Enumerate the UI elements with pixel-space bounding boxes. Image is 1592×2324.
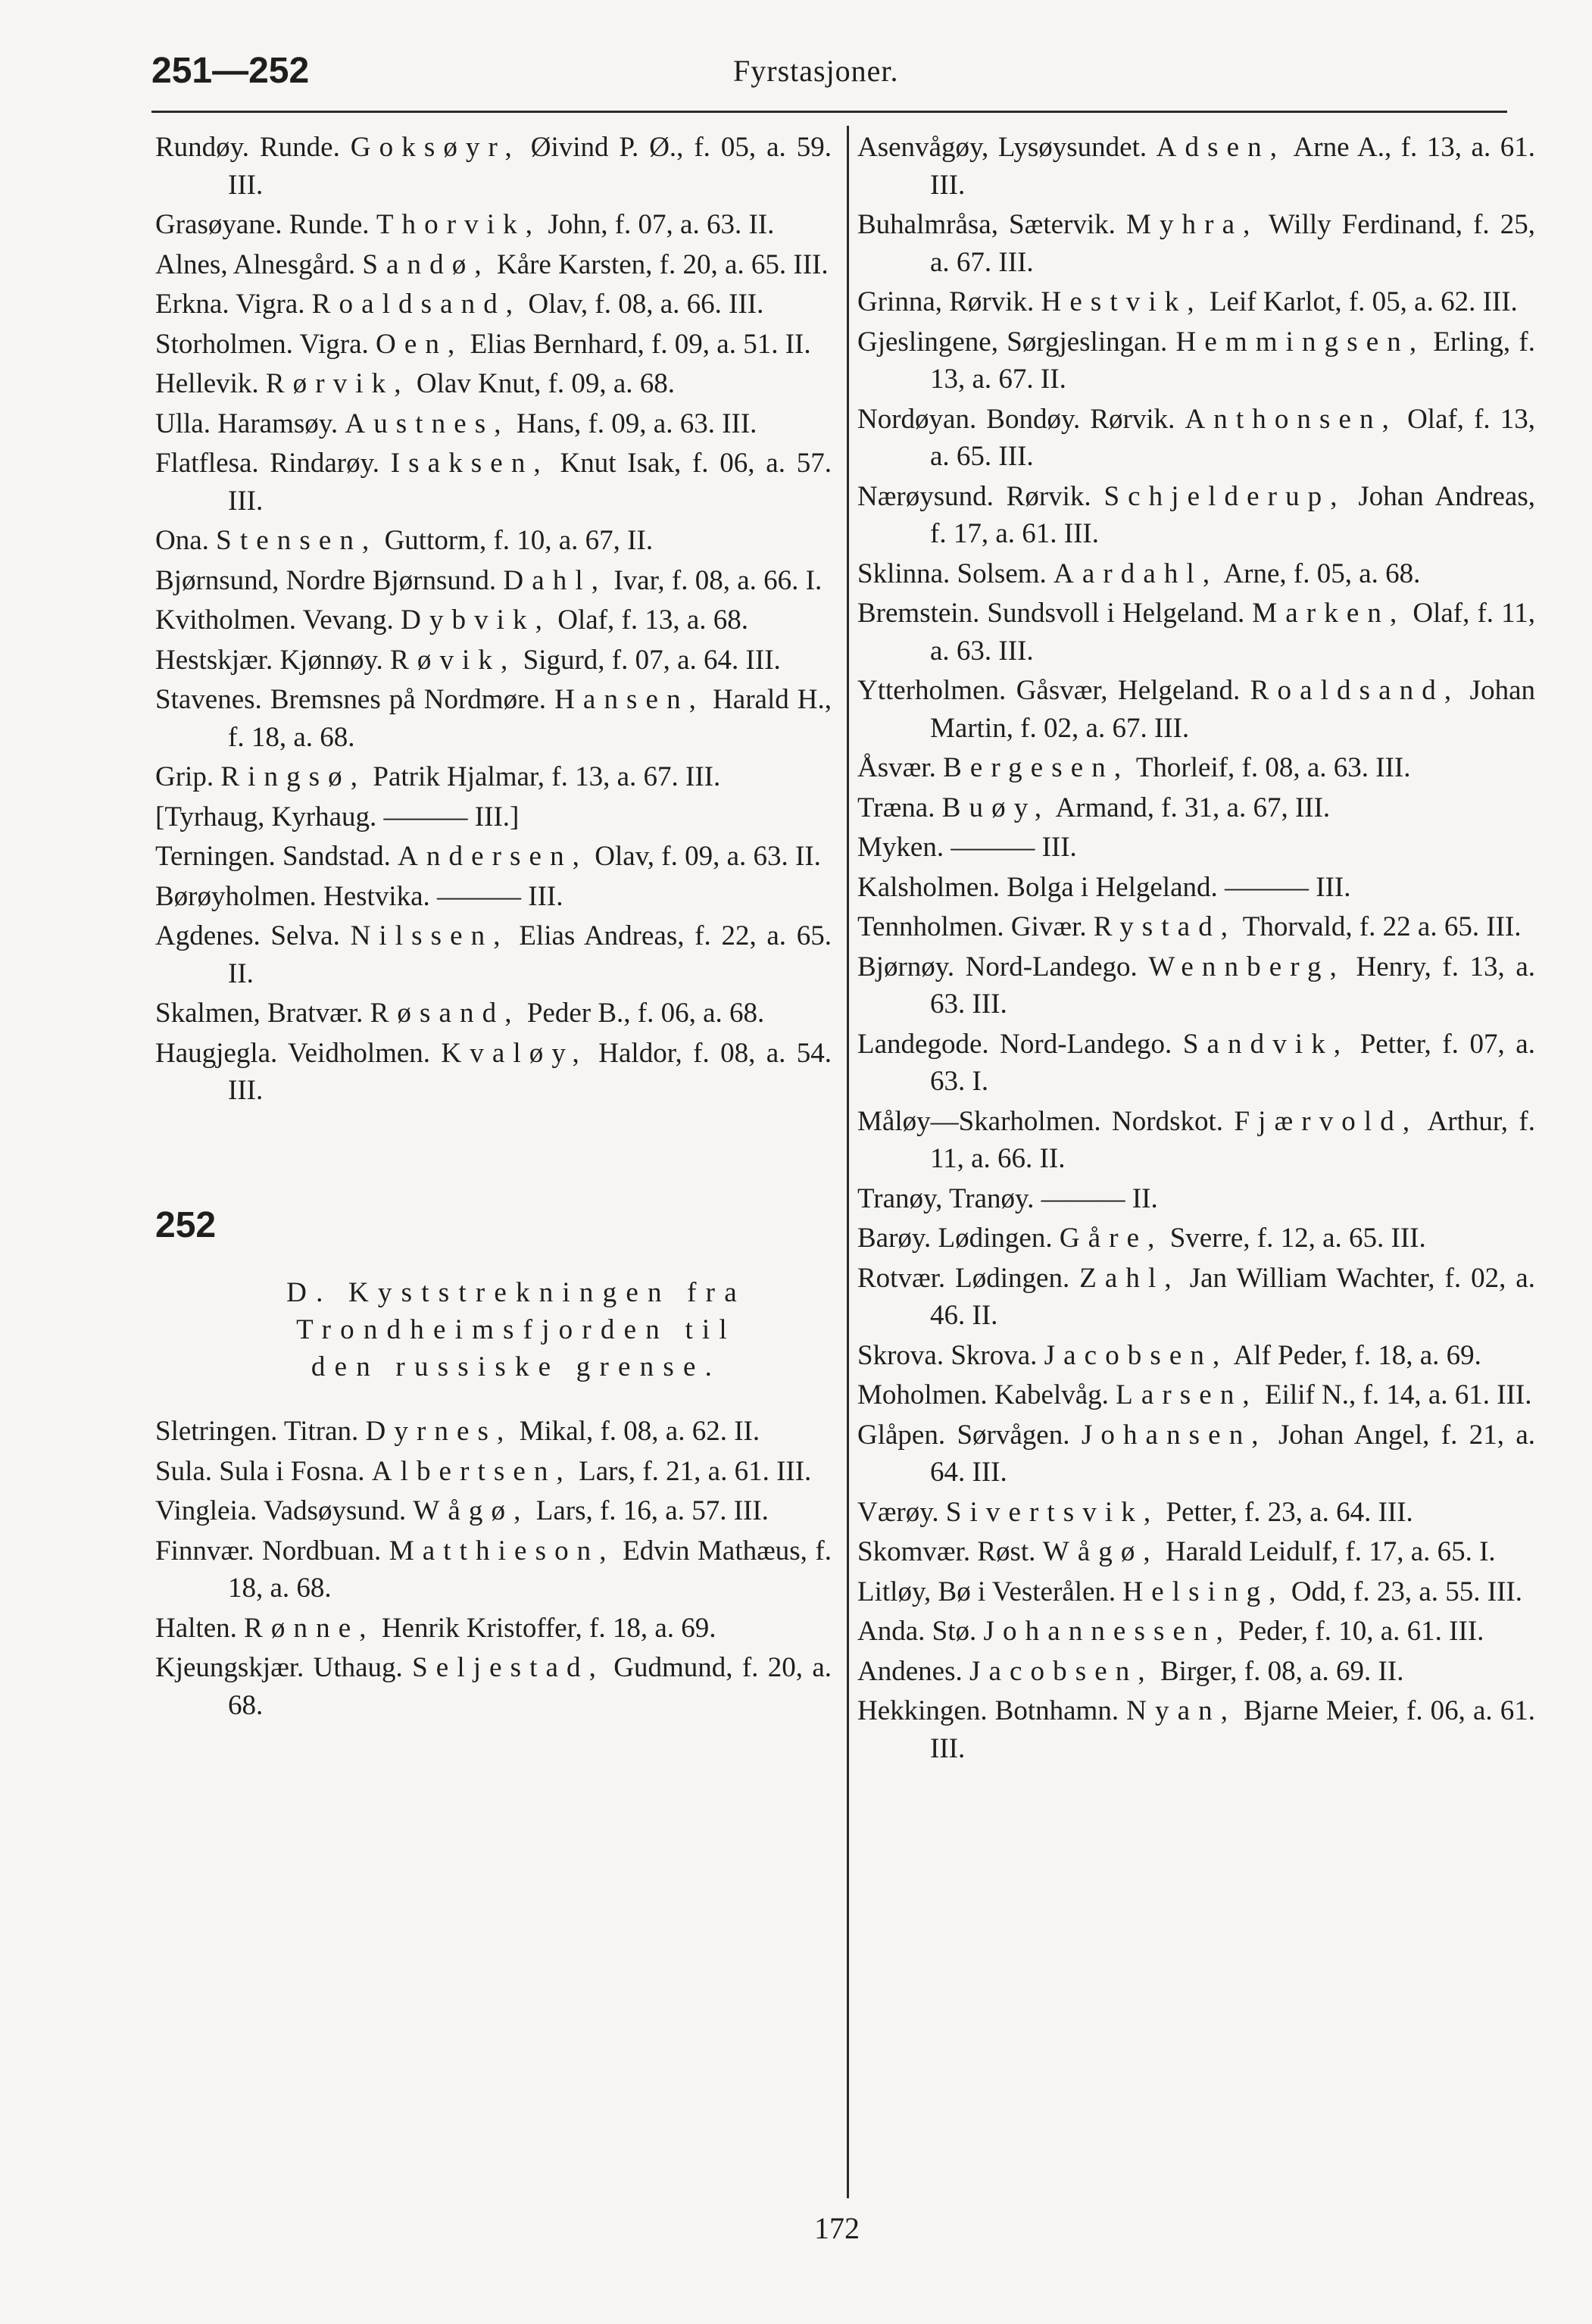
directory-entry — [155, 326, 832, 364]
keeper-surname: Bergesen, — [943, 752, 1130, 783]
station-location: Skrova. Skrova. — [857, 1339, 1044, 1371]
directory-entry — [857, 1026, 1535, 1101]
right-column — [857, 129, 1535, 1770]
directory-entry — [155, 1649, 832, 1724]
station-location: Anda. Stø. — [857, 1616, 984, 1647]
keeper-surname: Rønne, — [244, 1612, 375, 1644]
keeper-details: Henry, f. 13, a. 63. III. — [930, 951, 1536, 1020]
keeper-details: Johan Andreas, f. 17, a. 61. III. — [930, 480, 1535, 549]
keeper-surname: Ringsø, — [220, 761, 367, 792]
station-location: Asenvågøy, Lysøysundet. — [857, 132, 1157, 163]
station-location: Sletringen. Titran. — [155, 1416, 366, 1447]
directory-entry — [857, 1494, 1535, 1532]
station-location: Storholmen. Vigra. — [155, 328, 376, 360]
directory-entry — [155, 798, 832, 836]
keeper-surname: Zahl, — [1079, 1262, 1180, 1294]
directory-entry — [155, 206, 832, 244]
station-location: Bjørnøy. Nord-Landego. — [857, 951, 1149, 982]
directory-entry — [155, 246, 832, 284]
column-divider — [847, 126, 849, 2198]
keeper-surname: Dyrnes, — [365, 1416, 513, 1447]
station-location: Tennholmen. Givær. — [857, 911, 1094, 942]
keeper-details: Harald H., f. 18, a. 68. — [228, 684, 832, 753]
keeper-surname: Thorvik, — [376, 209, 542, 240]
directory-entry — [857, 1103, 1535, 1178]
section-number: 252 — [155, 1204, 217, 1245]
directory-entry — [857, 829, 1535, 867]
keeper-details: Kåre Karsten, f. 20, a. 65. III. — [489, 248, 829, 280]
directory-entry — [857, 1573, 1535, 1611]
station-location: Grinna, Rørvik. — [857, 286, 1041, 317]
keeper-surname: Wennberg, — [1148, 951, 1345, 982]
directory-entry — [155, 365, 832, 403]
page-number: 172 — [814, 2211, 860, 2245]
directory-entry — [857, 1376, 1535, 1414]
keeper-surname: Johansen, — [1081, 1419, 1267, 1451]
keeper-surname: Rystad, — [1093, 911, 1237, 942]
station-location: Hestskjær. Kjønnøy. — [155, 644, 391, 676]
keeper-details: Petter, f. 07, a. 63. I. — [930, 1028, 1535, 1097]
station-location: Børøyholmen. Hestvika. ——— III. — [155, 880, 563, 912]
directory-entry — [155, 129, 832, 204]
keeper-surname: Røsand, — [370, 998, 520, 1029]
keeper-surname: Hemmingsen, — [1175, 326, 1425, 358]
directory-entry — [857, 672, 1535, 747]
keeper-details: Arne, f. 05, a. 68. — [1218, 558, 1421, 589]
keeper-surname: Albertsen, — [371, 1455, 572, 1487]
directory-entry — [857, 1180, 1535, 1218]
left-entries-after — [155, 1413, 832, 1724]
keeper-surname: Hansen, — [554, 684, 705, 715]
keeper-surname: Gåre, — [1059, 1223, 1163, 1254]
keeper-details: Olaf, f. 13, a. 65. III. — [930, 403, 1535, 472]
station-location: Bjørnsund, Nordre Bjørnsund. — [155, 564, 504, 596]
keeper-details: Erling, f. 13, a. 67. II. — [930, 326, 1535, 395]
directory-entry — [857, 1533, 1535, 1571]
keeper-surname: Nyan, — [1126, 1695, 1237, 1726]
keeper-details: Alf Peder, f. 18, a. 69. — [1228, 1339, 1481, 1371]
station-location: Værøy. — [857, 1496, 946, 1528]
station-location: Glåpen. Sørvågen. — [857, 1419, 1082, 1451]
keeper-details: Johan Angel, f. 21, a. 64. III. — [930, 1419, 1535, 1488]
keeper-surname: Sandvik, — [1182, 1028, 1350, 1060]
keeper-details: Olav, f. 08, a. 66. III. — [521, 289, 764, 320]
keeper-details: Armand, f. 31, a. 67, III. — [1050, 792, 1331, 823]
directory-entry — [857, 1337, 1535, 1375]
keeper-surname: Larsen, — [1116, 1379, 1258, 1410]
left-column — [155, 129, 832, 1726]
station-location: Myken. ——— III. — [857, 832, 1077, 863]
directory-entry — [857, 595, 1535, 670]
keeper-details: Lars, f. 21, a. 61. III. — [571, 1455, 812, 1487]
keeper-details: Olaf, f. 13, a. 68. — [551, 604, 749, 636]
directory-entry — [155, 286, 832, 323]
keeper-surname: Roaldsand, — [1250, 675, 1460, 706]
keeper-details: Petter, f. 23, a. 64. III. — [1159, 1496, 1413, 1528]
keeper-details: Peder B., f. 06, a. 68. — [520, 998, 765, 1029]
keeper-surname: Johannessen, — [983, 1616, 1231, 1647]
directory-entry — [857, 478, 1535, 553]
keeper-details: Olav, f. 09, a. 63. II. — [588, 841, 821, 872]
keeper-surname: Roaldsand, — [311, 289, 522, 320]
directory-entry — [857, 555, 1535, 593]
directory-entry — [857, 1220, 1535, 1257]
station-location: Grasøyane. Runde. — [155, 209, 376, 240]
keeper-surname: Anthonsen, — [1185, 403, 1398, 435]
keeper-details: Harald Leidulf, f. 17, a. 65. I. — [1158, 1536, 1496, 1567]
station-location: Gjeslingene, Sørgjeslingan. — [857, 326, 1176, 358]
directory-entry — [155, 1532, 832, 1607]
directory-entry — [857, 908, 1535, 946]
keeper-details: Sigurd, f. 07, a. 64. III. — [516, 644, 781, 676]
directory-entry — [857, 323, 1535, 398]
keeper-details: Knut Isak, f. 06, a. 57. III. — [228, 448, 832, 517]
keeper-details: Leif Karlot, f. 05, a. 62. III. — [1202, 286, 1518, 317]
directory-entry — [857, 283, 1535, 321]
section-heading-line: Trondheimsfjorden til — [296, 1314, 736, 1345]
station-location: Terningen. Sandstad. — [155, 841, 398, 872]
station-location: Nordøyan. Bondøy. Rørvik. — [857, 403, 1185, 435]
station-location: Grip. — [155, 761, 221, 792]
directory-entry — [155, 1413, 832, 1451]
directory-entry — [857, 129, 1535, 204]
station-location: [Tyrhaug, Kyrhaug. ——— III.] — [155, 801, 520, 832]
station-location: Haugjegla. Veidholmen. — [155, 1037, 442, 1069]
directory-entry — [857, 1260, 1535, 1335]
keeper-surname: Schjelderup, — [1103, 480, 1346, 512]
directory-entry — [155, 562, 832, 600]
keeper-details: Henrik Kristoffer, f. 18, a. 69. — [374, 1612, 716, 1644]
station-location: Agdenes. Selva. — [155, 920, 351, 951]
right-entries — [857, 129, 1535, 1767]
directory-entry — [857, 948, 1535, 1023]
station-location: Landegode. Nord-Landego. — [857, 1028, 1183, 1060]
keeper-surname: Buøy, — [941, 792, 1050, 823]
keeper-surname: Dahl, — [503, 564, 607, 596]
keeper-details: Birger, f. 08, a. 69. II. — [1153, 1655, 1404, 1687]
station-location: Tranøy, Tranøy. ——— II. — [857, 1182, 1158, 1214]
station-location: Sula. Sula i Fosna. — [155, 1455, 372, 1487]
station-location: Andenes. — [857, 1655, 969, 1687]
station-location: Sklinna. Solsem. — [857, 558, 1054, 589]
keeper-surname: Hestvik, — [1041, 286, 1203, 317]
keeper-surname: Wågø, — [413, 1495, 529, 1526]
directory-entry — [155, 1492, 832, 1530]
station-location: Hellevik. — [155, 368, 266, 399]
keeper-details: Lars, f. 16, a. 57. III. — [529, 1495, 769, 1526]
keeper-details: Øivind P. Ø., f. 05, a. 59. III. — [228, 132, 832, 201]
keeper-details: Elias Bernhard, f. 09, a. 51. II. — [463, 328, 811, 360]
directory-entry — [857, 1613, 1535, 1651]
keeper-details: Thorleif, f. 08, a. 63. III. — [1129, 752, 1411, 783]
keeper-surname: Jacobsen, — [969, 1655, 1153, 1687]
station-location: Erkna. Vigra. — [155, 289, 312, 320]
station-location: Bremstein. Sundsvoll i Helgeland. — [857, 598, 1253, 629]
keeper-details: Olav Knut, f. 09, a. 68. — [409, 368, 676, 399]
station-location: Kvitholmen. Vevang. — [155, 604, 401, 636]
keeper-details: Thorvald, f. 22 a. 65. III. — [1236, 911, 1522, 942]
keeper-details: Arne A., f. 13, a. 61. III. — [930, 132, 1535, 201]
keeper-surname: Dybvik, — [401, 604, 551, 636]
keeper-details: Hans, f. 09, a. 63. III. — [509, 408, 757, 439]
station-location: Halten. — [155, 1612, 245, 1644]
keeper-surname: Jacobsen, — [1044, 1339, 1228, 1371]
station-location: Finnvær. Nordbuan. — [155, 1535, 389, 1567]
directory-entry — [857, 1692, 1535, 1767]
keeper-details: Guttorm, f. 10, a. 67, II. — [377, 525, 654, 556]
section-heading-line: den russiske grense. — [311, 1351, 722, 1382]
keeper-details: Odd, f. 23, a. 55. III. — [1284, 1576, 1523, 1607]
directory-entry — [155, 838, 832, 876]
station-location: Vingleia. Vadsøysund. — [155, 1495, 414, 1526]
keeper-surname: Nilssen, — [350, 920, 509, 951]
keeper-surname: Matthieson, — [389, 1535, 615, 1567]
station-location: Stavenes. Bremsnes på Nordmøre. — [155, 684, 555, 715]
station-location: Ytterholmen. Gåsvær, Helgeland. — [857, 675, 1250, 706]
keeper-details: Edvin Mathæus, f. 18, a. 68. — [228, 1535, 832, 1604]
keeper-surname: Marken, — [1252, 598, 1406, 629]
directory-entry — [857, 401, 1535, 476]
left-entries — [155, 129, 832, 1110]
station-location: Buhalmråsa, Sætervik. — [857, 209, 1126, 240]
station-location: Alnes, Alnesgård. — [155, 248, 363, 280]
directory-entry — [155, 405, 832, 443]
keeper-surname: Austnes, — [345, 408, 510, 439]
station-location: Rotvær. Lødingen. — [857, 1262, 1080, 1294]
keeper-details: John, f. 07, a. 63. II. — [541, 209, 775, 240]
station-location: Kjeungskjær. Uthaug. — [155, 1652, 413, 1683]
keeper-surname: Goksøyr, — [350, 132, 520, 163]
keeper-surname: Oen, — [376, 328, 464, 360]
directory-entry — [155, 522, 832, 560]
station-location: Rundøy. Runde. — [155, 132, 351, 163]
section-heading — [155, 1274, 832, 1385]
directory-entry — [155, 1453, 832, 1491]
keeper-surname: Stensen, — [216, 525, 378, 556]
keeper-surname: Aardahl, — [1054, 558, 1219, 589]
keeper-details: Eilif N., f. 14, a. 61. III. — [1257, 1379, 1532, 1410]
page-header — [151, 44, 1507, 105]
keeper-details: Haldor, f. 08, a. 54. III. — [228, 1037, 832, 1106]
keeper-details: Mikal, f. 08, a. 62. II. — [512, 1416, 760, 1447]
keeper-details: Patrik Hjalmar, f. 13, a. 67. III. — [366, 761, 721, 792]
directory-entry — [857, 206, 1535, 281]
directory-entry — [857, 749, 1535, 787]
station-location: Barøy. Lødingen. — [857, 1223, 1060, 1254]
keeper-details: Olaf, f. 11, a. 63. III. — [930, 598, 1535, 667]
running-title: Fyrstasjoner. — [733, 54, 899, 88]
header-rule — [151, 111, 1507, 113]
keeper-surname: Adsen, — [1156, 132, 1286, 163]
keeper-surname: Helsing, — [1122, 1576, 1285, 1607]
station-location: Træna. — [857, 792, 942, 823]
directory-entry — [155, 445, 832, 520]
keeper-details: Willy Ferdinand, f. 25, a. 67. III. — [930, 209, 1535, 278]
station-location: Skalmen, Bratvær. — [155, 998, 370, 1029]
keeper-details: Bjarne Meier, f. 06, a. 61. III. — [930, 1695, 1535, 1764]
keeper-surname: Sandø, — [362, 248, 490, 280]
station-location: Nærøysund. Rørvik. — [857, 480, 1104, 512]
keeper-details: Elias Andreas, f. 22, a. 65. II. — [228, 920, 832, 989]
station-location: Kalsholmen. Bolga i Helgeland. ——— III. — [857, 871, 1351, 903]
station-location: Ulla. Haramsøy. — [155, 408, 345, 439]
station-location: Åsvær. — [857, 752, 944, 783]
directory-entry — [857, 789, 1535, 827]
keeper-surname: Fjærvold, — [1234, 1105, 1419, 1137]
keeper-surname: Sivertsvik, — [945, 1496, 1160, 1528]
directory-entry — [155, 681, 832, 756]
station-location: Litløy, Bø i Vesterålen. — [857, 1576, 1123, 1607]
directory-entry — [155, 878, 832, 916]
directory-entry — [155, 758, 832, 796]
page-range: 251—252 — [151, 51, 310, 91]
keeper-details: Ivar, f. 08, a. 66. I. — [607, 564, 823, 596]
keeper-surname: Røvik, — [390, 644, 517, 676]
directory-entry — [857, 869, 1535, 907]
keeper-details: Sverre, f. 12, a. 65. III. — [1163, 1223, 1426, 1254]
keeper-details: Gudmund, f. 20, a. 68. — [228, 1652, 832, 1721]
keeper-surname: Seljestad, — [412, 1652, 604, 1683]
keeper-details: Arthur, f. 11, a. 66. II. — [930, 1105, 1535, 1174]
keeper-surname: Rørvik, — [265, 368, 410, 399]
station-location: Måløy—Skarholmen. Nordskot. — [857, 1105, 1235, 1137]
directory-entry — [155, 917, 832, 992]
directory-entry — [155, 1035, 832, 1110]
keeper-surname: Kvaløy, — [441, 1037, 588, 1069]
directory-entry — [155, 642, 832, 679]
directory-entry — [155, 601, 832, 639]
keeper-details: Jan William Wachter, f. 02, a. 46. II. — [930, 1262, 1535, 1331]
keeper-details: Johan Martin, f. 02, a. 67. III. — [930, 675, 1535, 744]
keeper-surname: Andersen, — [398, 841, 588, 872]
station-location: Moholmen. Kabelvåg. — [857, 1379, 1116, 1410]
keeper-surname: Isaksen, — [390, 448, 549, 479]
directory-entry — [155, 1610, 832, 1648]
directory-entry — [857, 1417, 1535, 1492]
directory-entry — [857, 1653, 1535, 1691]
station-location: Ona. — [155, 525, 217, 556]
keeper-surname: Myhra, — [1125, 209, 1259, 240]
station-location: Hekkingen. Botnhamn. — [857, 1695, 1127, 1726]
station-location: Skomvær. Røst. — [857, 1536, 1043, 1567]
directory-entry — [155, 995, 832, 1032]
keeper-surname: Wågø, — [1042, 1536, 1159, 1567]
station-location: Flatflesa. Rindarøy. — [155, 448, 391, 479]
keeper-details: Peder, f. 10, a. 61. III. — [1231, 1616, 1484, 1647]
section-heading-line: D. Kyststrekningen fra — [286, 1277, 746, 1308]
